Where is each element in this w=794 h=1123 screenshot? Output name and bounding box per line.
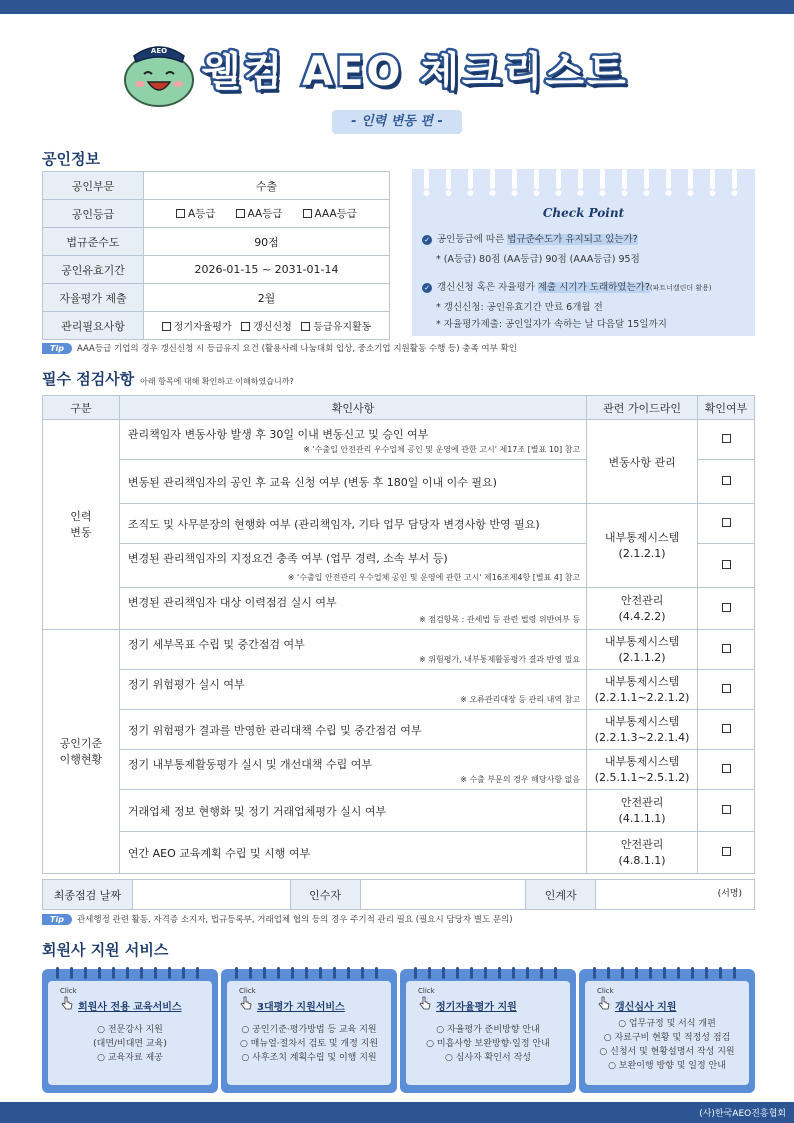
group-label: 공인기준 이행현황	[43, 630, 120, 874]
checkbox[interactable]	[722, 684, 731, 693]
binder-rings-icon	[414, 967, 562, 981]
check-cell[interactable]	[698, 790, 755, 832]
guide-cell: 내부통제시스템 (2.1.1.2)	[587, 630, 698, 670]
pointer-hand-icon	[60, 996, 74, 1010]
option-label: 등급유지활동	[313, 322, 372, 333]
signature-field[interactable]: (서명)	[596, 880, 755, 910]
header-category: 구분	[43, 396, 120, 420]
service-card[interactable]	[221, 969, 397, 1093]
checkbox[interactable]	[303, 209, 312, 218]
handover-table	[42, 879, 755, 910]
check-icon: ✓	[422, 283, 432, 293]
check-cell[interactable]	[698, 710, 755, 750]
header-item: 확인사항	[119, 396, 586, 420]
mascot-icon	[122, 36, 196, 108]
service-card-body	[585, 981, 749, 1085]
receiver-label: 인수자	[290, 880, 360, 910]
check-cell[interactable]	[698, 670, 755, 710]
binder-rings-icon	[235, 967, 383, 981]
info-label: 공인부문	[43, 172, 144, 200]
guide-cell: 변동사항 관리	[587, 420, 698, 504]
service-list: ○ 공인기준·평가방법 등 교육 지원 ○ 매뉴얼·절차서 검토 및 개정 지원 ○ 사후조치 계획수립 및 이행 지원	[239, 1025, 379, 1063]
click-label: Click	[60, 987, 77, 995]
bottom-bar	[0, 1102, 794, 1123]
check-cell[interactable]	[698, 420, 755, 460]
checkbox[interactable]	[722, 764, 731, 773]
guide-cell: 안전관리 (4.8.1.1)	[587, 832, 698, 874]
option-label: A등급	[188, 208, 216, 220]
group-label: 인력 변동	[43, 420, 120, 630]
checkpoint-title: Check Point	[542, 206, 625, 220]
date-field[interactable]	[132, 880, 290, 910]
service-card[interactable]	[42, 969, 218, 1093]
header-check: 확인여부	[698, 396, 755, 420]
checkbox[interactable]	[722, 603, 731, 612]
checkbox[interactable]	[241, 322, 250, 331]
check-icon: ✓	[422, 235, 432, 245]
pointer-hand-icon	[239, 996, 253, 1010]
checkpoint-line: * 자율평가제출: 공인일자가 속하는 날 다음달 15일까지	[436, 319, 667, 330]
checkbox[interactable]	[236, 209, 245, 218]
guide-cell: 내부통제시스템 (2.1.2.1)	[587, 504, 698, 588]
tip-badge: Tip	[42, 343, 72, 354]
page-title: 웰컴 AEO 체크리스트	[202, 49, 629, 95]
tip-note: Tip AAA등급 기업의 경우 갱신신청 시 등급유지 요건 (활용사례 나눔대회 입상, 중소기업 지원활동 수행 등) 충족 여부 확인	[42, 342, 517, 354]
section-title-info: 공인정보	[42, 150, 100, 168]
guide-cell: 안전관리 (4.4.2.2)	[587, 588, 698, 630]
table-row: 정기 위험평가 실시 여부 ※ 오류관리대장 등 관리 내역 참고	[119, 670, 586, 710]
option-label: 갱신신청	[253, 322, 292, 333]
checkbox[interactable]	[722, 847, 731, 856]
service-name[interactable]: 정기자율평가 지원	[436, 1002, 517, 1013]
service-list: ○ 자율평가 준비방향 안내 ○ 미흡사항 보완방향·일정 안내 ○ 심사자 확인서 작성	[426, 1025, 550, 1063]
info-label: 법규준수도	[43, 228, 144, 256]
check-cell[interactable]	[698, 832, 755, 874]
info-label: 공인유효기간	[43, 256, 144, 284]
guide-cell: 내부통제시스템 (2.2.1.1~2.2.1.2)	[587, 670, 698, 710]
section-title-services: 회원사 지원 서비스	[42, 941, 169, 959]
guide-cell: 내부통제시스템 (2.2.1.3~2.2.1.4)	[587, 710, 698, 750]
checkbox[interactable]	[162, 322, 171, 331]
table-row: 변경된 관리책임자의 지정요건 충족 여부 (업무 경력, 소속 부서 등) ※ '수출입 안전관리 우수업체 공인 및 운영에 관한 고시' 제16조제4항 [별표 4] 참고	[119, 544, 586, 588]
checkbox[interactable]	[722, 476, 731, 485]
binder-rings-icon	[593, 967, 741, 981]
table-row: 정기 세부목표 수립 및 중간점검 여부 ※ 위험평가, 내부통제활동평가 결과 반영 필요	[119, 630, 586, 670]
guide-cell: 안전관리 (4.1.1.1)	[587, 790, 698, 832]
table-row: 거래업체 정보 현행화 및 정기 거래업체평가 실시 여부	[119, 790, 586, 832]
top-bar	[0, 0, 794, 14]
checkpoint-box	[412, 169, 755, 336]
service-list: ○ 전문강사 지원 (대면/비대면 교육) ○ 교육자료 제공	[93, 1025, 167, 1063]
receiver-field[interactable]	[360, 880, 526, 910]
binder-rings-icon	[412, 169, 755, 199]
info-label: 자율평가 제출	[43, 284, 144, 312]
table-row: 변경된 관리책임자 대상 이력점검 실시 여부 ※ 점검항목 : 관세법 등 관련 법령 위반여부 등	[119, 588, 586, 630]
service-name[interactable]: 갱신심사 지원	[615, 1002, 677, 1013]
option-label: AA등급	[247, 208, 283, 220]
checkbox[interactable]	[176, 209, 185, 218]
service-card-body	[406, 981, 570, 1085]
checkbox[interactable]	[722, 518, 731, 527]
checkpoint-line: * 갱신신청: 공인유효기간 만료 6개월 전	[436, 302, 603, 313]
transferor-label: 인계자	[526, 880, 596, 910]
service-card[interactable]	[400, 969, 576, 1093]
info-value: 90점	[144, 228, 390, 256]
info-label: 관리필요사항	[43, 312, 144, 340]
service-card-body	[227, 981, 391, 1085]
grade-options	[144, 200, 390, 228]
checkbox[interactable]	[722, 644, 731, 653]
checklist-table	[42, 395, 755, 874]
checkpoint-line: ✓ 공인등급에 따른 법규준수도가 유지되고 있는가?	[422, 231, 638, 245]
service-name[interactable]: 3대평가 지원서비스	[257, 1002, 345, 1013]
checkbox[interactable]	[301, 322, 310, 331]
check-cell[interactable]	[698, 588, 755, 630]
checkpoint-line: * (A등급) 80점 (AA등급) 90점 (AAA등급) 95점	[436, 254, 640, 265]
option-label: 정기자율평가	[173, 322, 232, 333]
checkpoint-line: ✓ 갱신신청 혹은 자율평가 제출 시기가 도래하였는가?(파트너캘린더 활용)	[422, 279, 712, 293]
click-label: Click	[418, 987, 435, 995]
info-label: 공인등급	[43, 200, 144, 228]
service-list: ○ 업무규정 및 서식 개편 ○ 자료구비 현황 및 적정성 점검 ○ 신청서 및 현황설명서 작성 지원 ○ 보완이행 방향 및 일정 안내	[599, 1019, 735, 1071]
pointer-hand-icon	[418, 996, 432, 1010]
checkbox[interactable]	[722, 724, 731, 733]
table-row: 변동된 관리책임자의 공인 후 교육 신청 여부 (변동 후 180일 이내 이수 필요)	[119, 460, 586, 504]
check-cell[interactable]	[698, 504, 755, 544]
service-card-body	[48, 981, 212, 1085]
option-label: AAA등급	[314, 208, 357, 220]
table-row: 관리책임자 변동사항 발생 후 30일 이내 변동신고 및 승인 여부 ※ '수출입 안전관리 우수업체 공인 및 운영에 관한 고시' 제17조 [별표 10] 참고	[119, 420, 586, 460]
checkbox[interactable]	[722, 805, 731, 814]
info-value: 2026-01-15 ~ 2031-01-14	[144, 256, 390, 284]
page-subtitle: - 인력 변동 편 -	[332, 110, 462, 134]
checkbox[interactable]	[722, 434, 731, 443]
mascot-cap-text: AEO	[150, 47, 168, 55]
pointer-hand-icon	[597, 996, 611, 1010]
section-title-checklist: 필수 점검사항 아래 항목에 대해 확인하고 이해하였습니까?	[42, 370, 294, 388]
header-guide: 관련 가이드라인	[587, 396, 698, 420]
info-value: 수출	[144, 172, 390, 200]
check-cell[interactable]	[698, 630, 755, 670]
date-label: 최종점검 날짜	[43, 880, 133, 910]
info-value: 2월	[144, 284, 390, 312]
click-label: Click	[597, 987, 614, 995]
check-cell[interactable]	[698, 750, 755, 790]
binder-rings-icon	[56, 967, 204, 981]
tip-badge: Tip	[42, 914, 72, 925]
check-cell[interactable]	[698, 544, 755, 588]
table-row: 정기 내부통제활동평가 실시 및 개선대책 수립 여부 ※ 수출 부문의 경우 해당사항 없음	[119, 750, 586, 790]
table-row: 조직도 및 사무분장의 현행화 여부 (관리책임자, 기타 업무 담당자 변경사항 반영 필요)	[119, 504, 586, 544]
service-card[interactable]	[579, 969, 755, 1093]
management-options	[144, 312, 390, 340]
check-cell[interactable]	[698, 460, 755, 504]
organization-name: (사)한국AEO진흥협회	[699, 1109, 786, 1119]
guide-cell: 내부통제시스템 (2.5.1.1~2.5.1.2)	[587, 750, 698, 790]
table-row: 정기 위험평가 결과를 반영한 관리대책 수립 및 중간점검 여부	[119, 710, 586, 750]
service-name[interactable]: 회원사 전용 교육서비스	[78, 1002, 182, 1013]
checkbox[interactable]	[722, 560, 731, 569]
click-label: Click	[239, 987, 256, 995]
tip-note: Tip 관세행정 관련 활동, 자격증 소지자, 법규등록부, 거래업체 협의 등의 경우 주기적 관리 필요 (필요시 담당자 별도 문의)	[42, 913, 513, 925]
info-table	[42, 171, 390, 340]
table-row: 연간 AEO 교육계획 수립 및 시행 여부	[119, 832, 586, 874]
